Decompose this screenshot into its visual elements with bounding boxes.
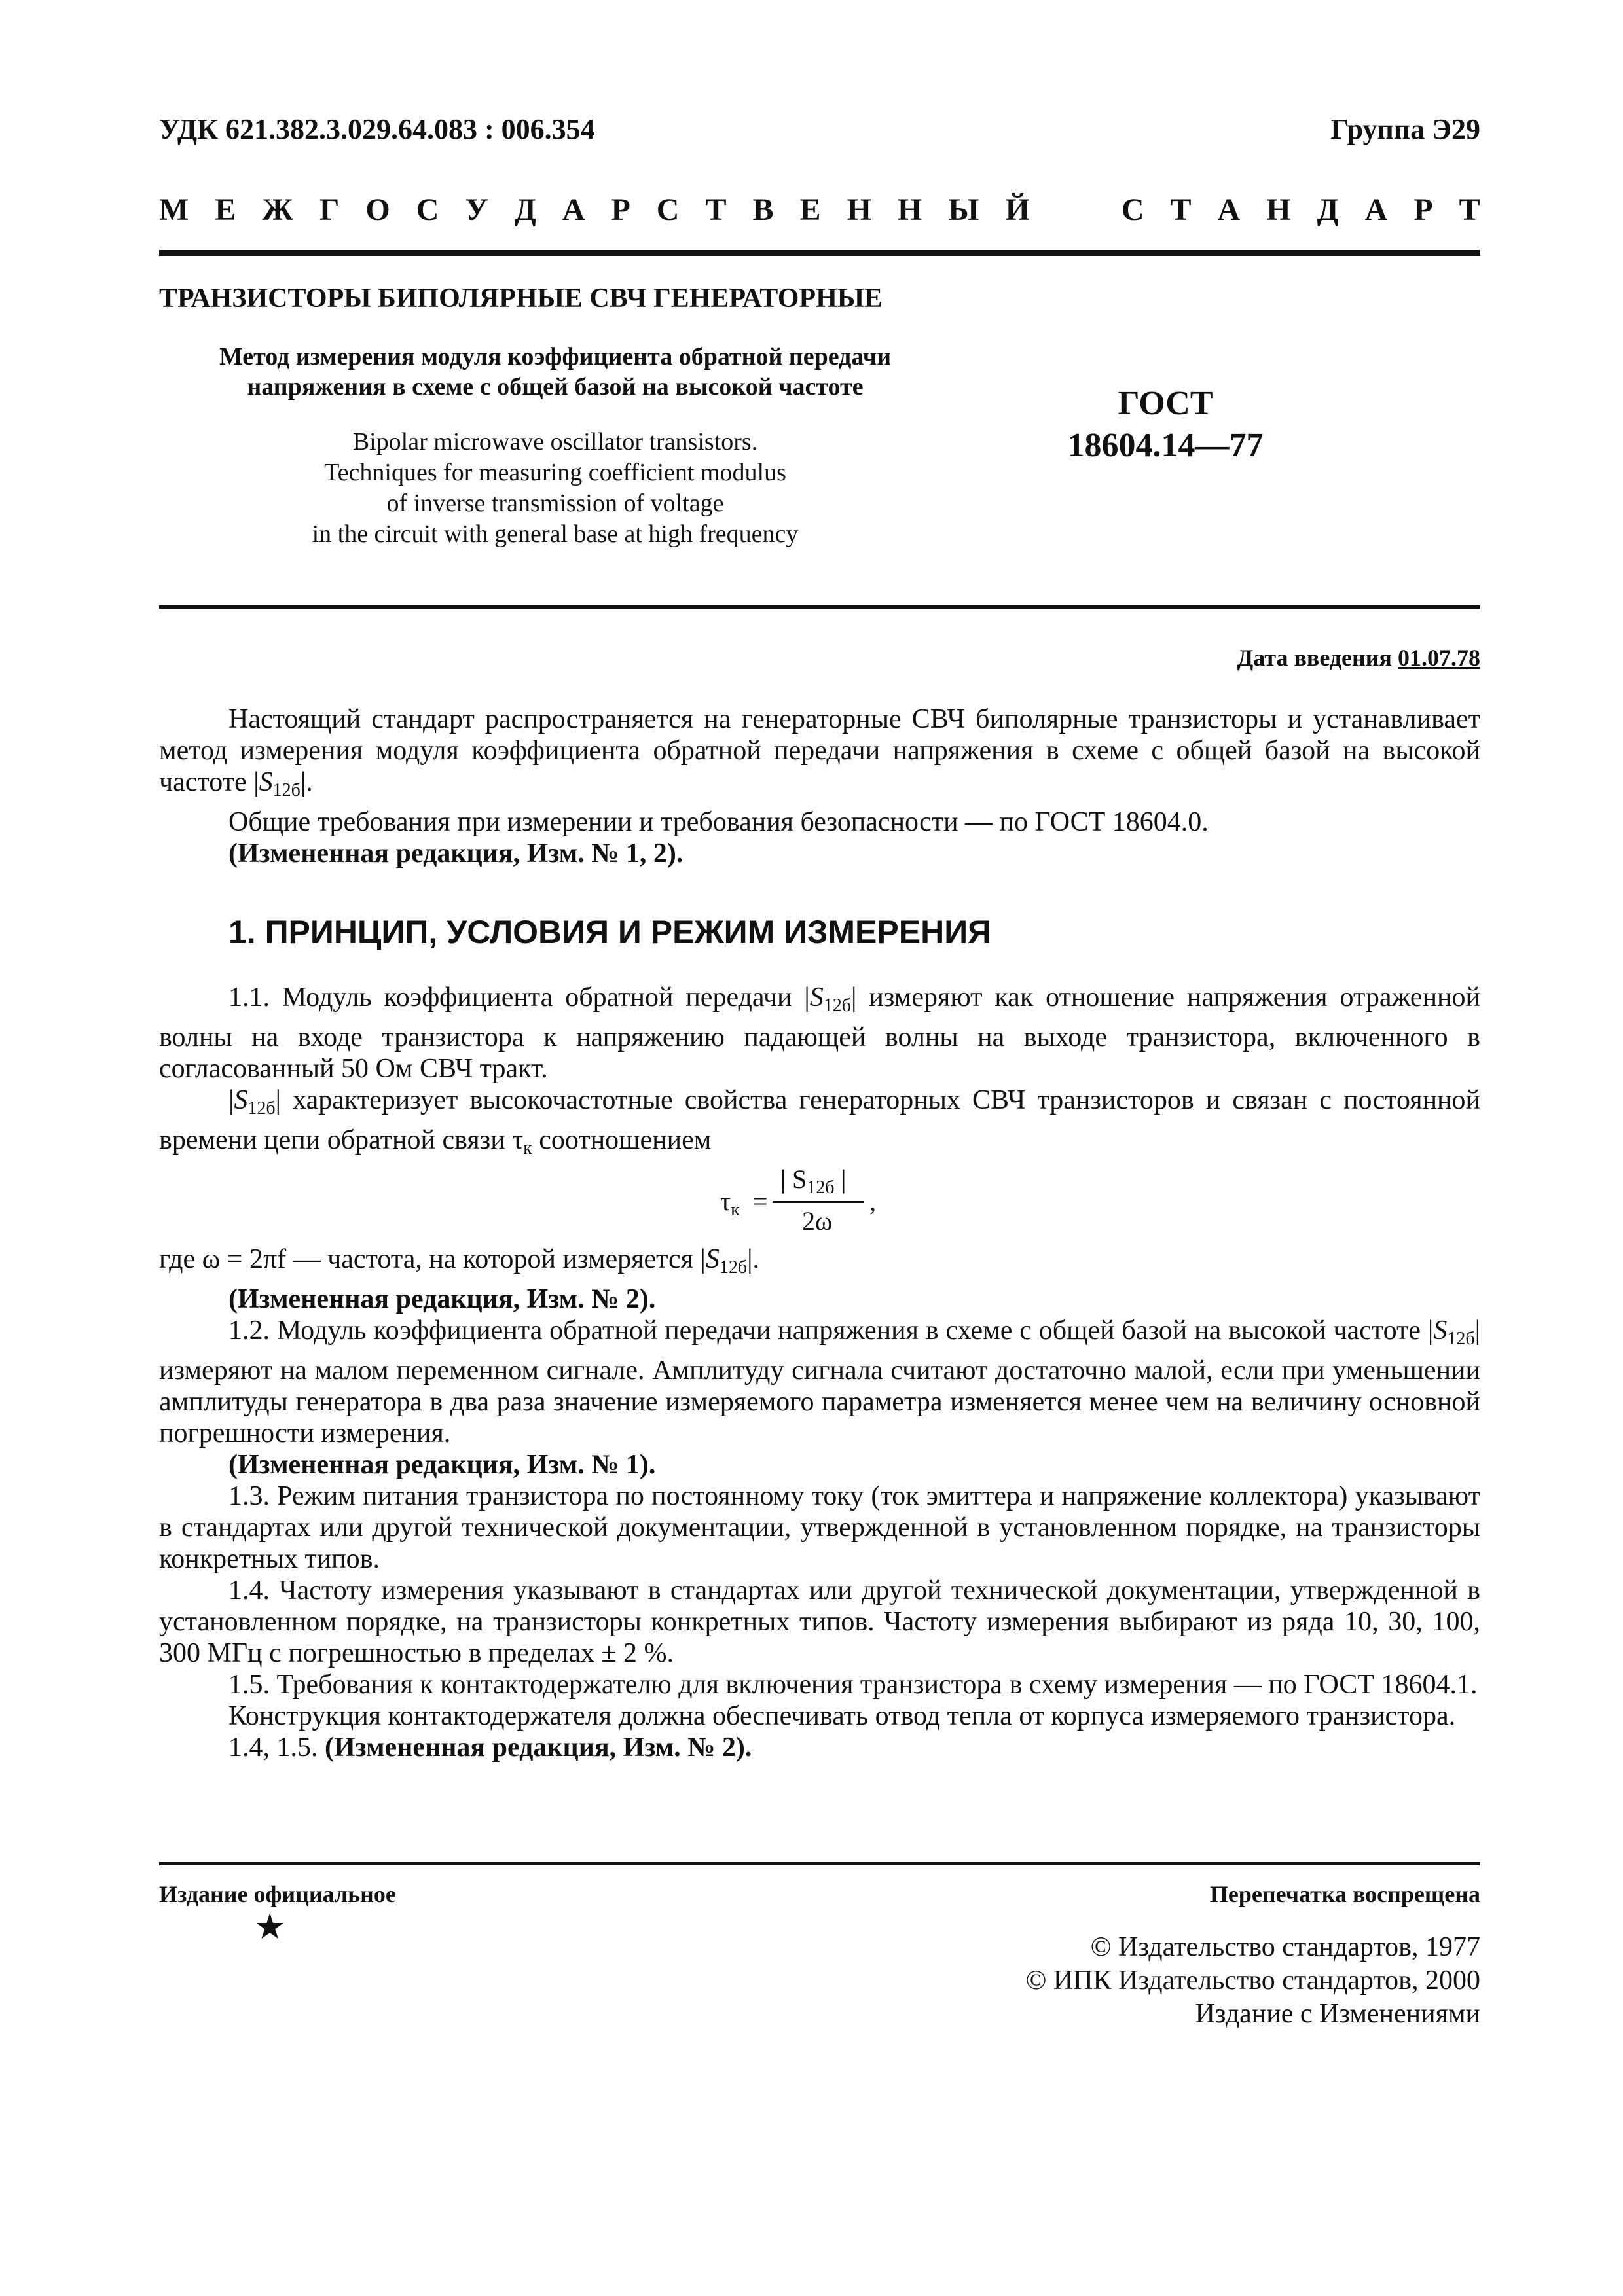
banner-letter: Р: [611, 192, 630, 227]
copyright-block: [1025, 1931, 1480, 2031]
banner-letter: Н: [897, 192, 922, 227]
subtitle-line: напряжения в схеме с общей базой на высокой частоте: [247, 373, 864, 401]
banner-letter: Д: [1317, 192, 1339, 227]
banner-letter: С: [656, 192, 680, 227]
formula-where: где ω = 2πf — частота, на которой измеряется $|S_{12б}|$.: [159, 1244, 760, 1278]
english-title-line: of inverse transmission of voltage: [386, 490, 724, 517]
date-label: Дата введения: [1237, 645, 1392, 671]
introduction-date: [1237, 644, 1481, 672]
section-heading: 1. ПРИНЦИП, УСЛОВИЯ И РЕЖИМ ИЗМЕРЕНИЯ: [228, 914, 992, 950]
banner-gap: [1056, 192, 1095, 228]
english-title-line: Bipolar microwave oscillator transistors.: [352, 428, 758, 456]
banner-letter: Ж: [262, 192, 293, 227]
udk-code: УДК 621.382.3.029.64.083 : 006.354: [159, 113, 595, 145]
banner-letter: Т: [705, 192, 727, 227]
footer-rule: [159, 1862, 1480, 1865]
banner-letter: А: [1217, 192, 1241, 227]
copyright-line: Издание с Изменениями: [1195, 1999, 1480, 2029]
amendment-2: (Измененная редакция, Изм. № 2).: [228, 1284, 656, 1314]
banner-letter: Д: [514, 192, 536, 227]
title-rule: [159, 605, 1480, 609]
banner-letter: Е: [799, 192, 821, 227]
banner-letter: Ы: [948, 192, 979, 227]
document-subtitle: [159, 342, 951, 402]
intro-paragraph: Настоящий стандарт распространяется на генераторные СВЧ биполярные транзисторы и устанавливает метод измерения модуля коэффициента обратной передачи напряжения в схеме с общей базой на высокой частоте $|S_{12б}|$.: [159, 704, 1480, 800]
banner-letter: А: [562, 192, 585, 227]
gost-number: 18604.14—77: [1067, 427, 1264, 464]
star-icon: ★: [254, 1907, 286, 1946]
banner-letter: В: [752, 192, 774, 227]
banner-letter: Т: [1170, 192, 1192, 227]
clause-1-5: 1.5. Требования к контактодержателю для включения транзистора в схему измерения — по ГОСТ 18604.1.: [228, 1670, 1478, 1700]
banner-letter: Е: [215, 192, 236, 227]
banner-letter: У: [465, 192, 488, 227]
intro-amendment: (Измененная редакция, Изм. № 1, 2).: [228, 838, 684, 869]
gost-designation: [1021, 383, 1309, 467]
document-title: ТРАНЗИСТОРЫ БИПОЛЯРНЫЕ СВЧ ГЕНЕРАТОРНЫЕ: [159, 283, 883, 314]
section-1-block: [159, 982, 1480, 1164]
formula-lhs: $\tau_к$: [720, 1187, 740, 1220]
clause-1-5-cont: Конструкция контактодержателя должна обеспечивать отвод тепла от корпуса измеряемого транзистора.: [228, 1701, 1456, 1731]
subtitle-line: Метод измерения модуля коэффициента обратной передачи: [219, 343, 892, 370]
official-edition: Издание официальное: [159, 1881, 396, 1907]
banner-letter: Н: [847, 192, 871, 227]
copyright-line: © Издательство стандартов, 1977: [1090, 1932, 1480, 1962]
amendment-1: (Измененная редакция, Изм. № 1).: [228, 1450, 656, 1480]
gost-label: ГОСТ: [1118, 385, 1213, 422]
formula-denominator: 2ω: [802, 1206, 833, 1236]
interstate-standard-banner: [159, 192, 1480, 228]
formula-eq: =: [753, 1187, 768, 1216]
formula-comma: ,: [869, 1187, 876, 1216]
clause-1-4: 1.4. Частоту измерения указывают в стандартах или другой технической документации, утвержденной в установленном порядке, на транзисторы конкретных типов. Частоту измерения выбирают из ряда 10, 30, 100, 300 МГц с погрешностью в пределах ± 2 %.: [159, 1575, 1480, 1668]
header-rule: [159, 250, 1480, 256]
group-code: Группа Э29: [1330, 113, 1480, 145]
banner-letter: Й: [1005, 192, 1030, 227]
clause-1-1-cont: $|S_{12б}|$ характеризует высокочастотные свойства генераторных СВЧ транзисторов и связан с постоянной времени цепи обратной связи $\tau_к$ соотношением: [159, 1085, 1480, 1158]
banner-letter: О: [365, 192, 390, 227]
copyright-line: © ИПК Издательство стандартов, 2000: [1025, 1965, 1480, 1996]
formula-numerator: | $S_{12б}$ |: [780, 1164, 847, 1198]
intro-requirements: Общие требования при измерении и требования безопасности — по ГОСТ 18604.0.: [228, 807, 1209, 837]
banner-letter: Р: [1413, 192, 1433, 227]
banner-letter: Г: [319, 192, 340, 227]
amendment-last: 1.4, 1.5. (Измененная редакция, Изм. № 2).: [228, 1732, 752, 1763]
clause-1-1: 1.1. Модуль коэффициента обратной передачи $|S_{12б}|$ измеряют как отношение напряжения отраженной волны на входе транзистора к напряжению падающей волны на выходе транзистора, включенного в согласованный 50 Ом СВЧ тракт.: [159, 982, 1480, 1084]
clause-1-2: 1.2. Модуль коэффициента обратной передачи напряжения в схеме с общей базой на высокой частоте $|S_{12б}|$ измеряют на малом переменном сигнале. Амплитуду сигнала считают достаточно малой, если при уменьшении амплитуды генератора в два раза значение измеряемого параметра изменяется менее чем на величину основной погрешности измерения.: [159, 1316, 1480, 1448]
english-title: [159, 427, 951, 550]
english-title-line: in the circuit with general base at high frequency: [312, 520, 799, 548]
intro-block: [159, 704, 1480, 869]
fraction-line: [773, 1201, 864, 1203]
reprint-prohibited: Перепечатка воспрещена: [1209, 1881, 1480, 1907]
section-1-block-2: [159, 1244, 1480, 1763]
banner-letter: Н: [1266, 192, 1291, 227]
formula: [720, 1158, 917, 1244]
banner-letter: С: [1121, 192, 1144, 227]
date-value: 01.07.78: [1398, 645, 1480, 671]
banner-letter: А: [1364, 192, 1388, 227]
banner-letter: Т: [1459, 192, 1480, 227]
banner-letter: С: [416, 192, 439, 227]
english-title-line: Techniques for measuring coefficient modulus: [324, 459, 786, 486]
clause-1-3: 1.3. Режим питания транзистора по постоянному току (ток эмиттера и напряжение коллектора) указывают в стандартах или другой технической документации, утвержденной в установленном порядке, на транзисторы конкретных типов.: [159, 1481, 1480, 1574]
banner-letter: М: [159, 192, 189, 227]
